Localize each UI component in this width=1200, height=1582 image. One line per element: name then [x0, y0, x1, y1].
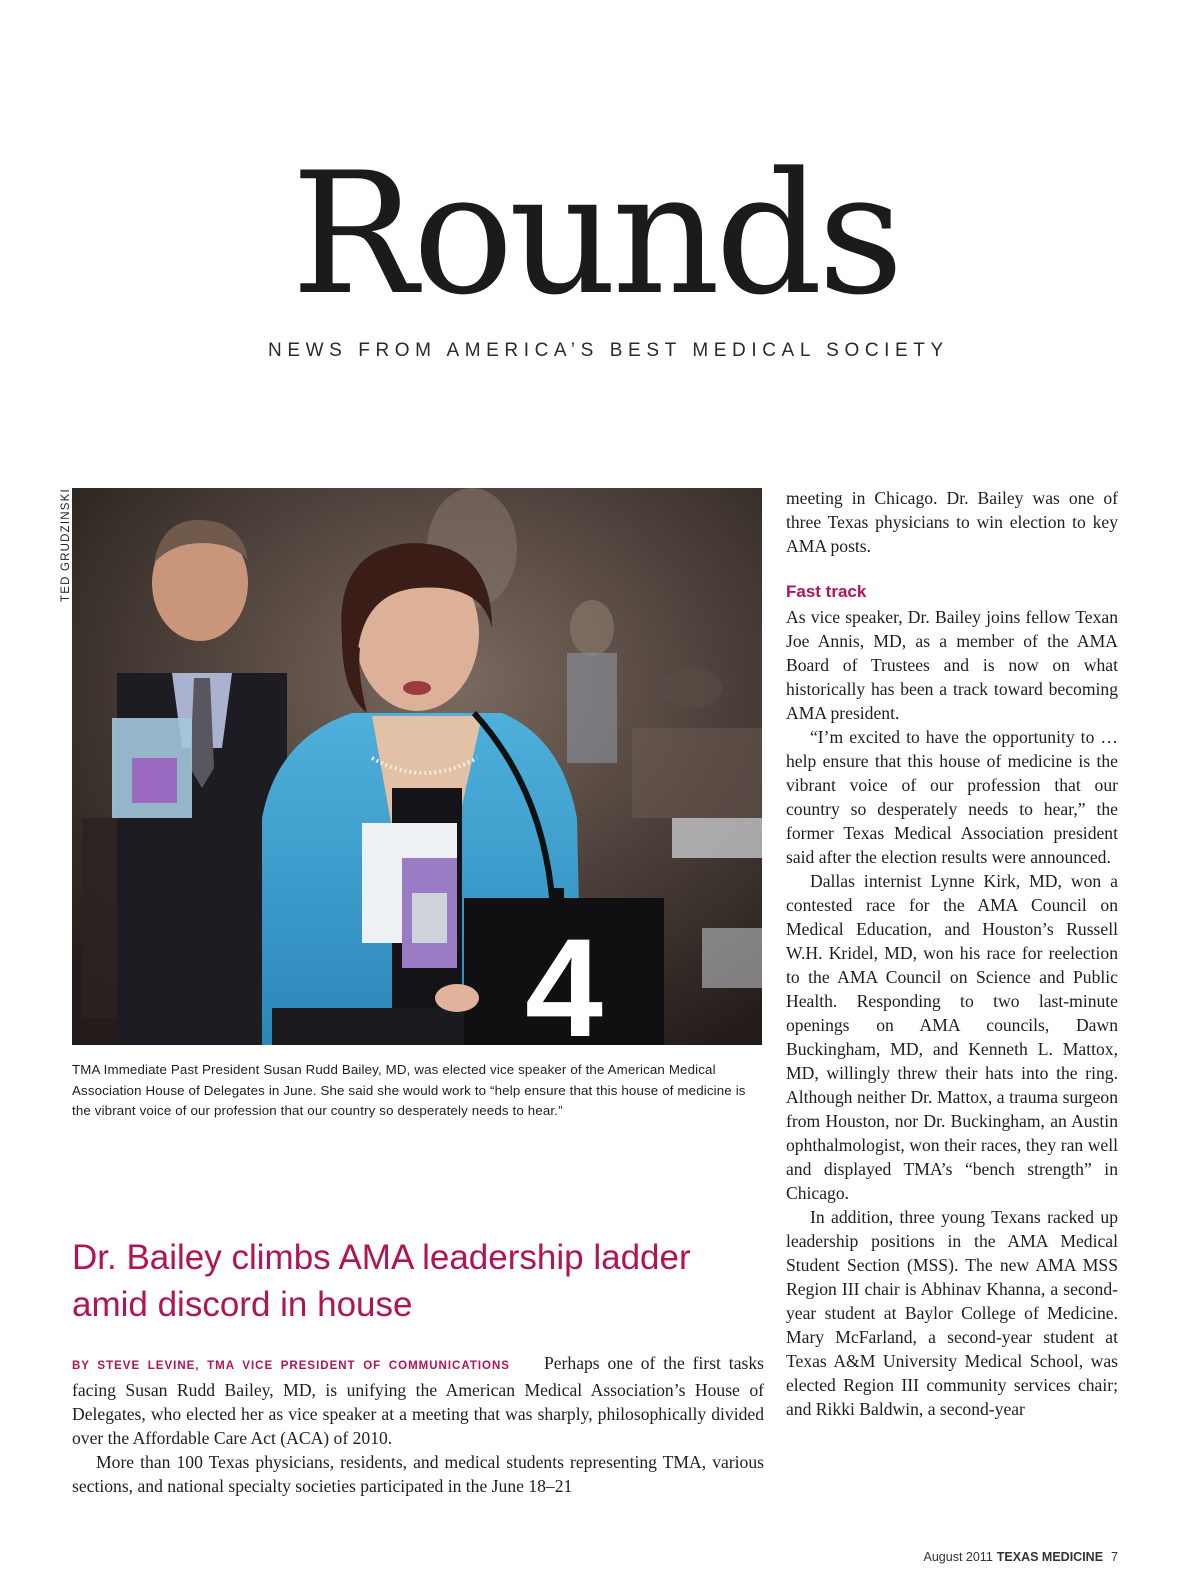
article-paragraph: meeting in Chicago. Dr. Bailey was one of three Texas physicians to win election to key AMA posts. — [786, 488, 1118, 556]
masthead-tagline: NEWS FROM AMERICA’S BEST MEDICAL SOCIETY — [268, 340, 949, 361]
podium-number: 4 — [525, 909, 603, 1045]
photo-credit: TED GRUDZINSKI — [60, 488, 72, 602]
photo-illustration — [72, 488, 762, 1045]
article-paragraph: In addition, three young Texans racked up leadership positions in the AMA Medical Student Section (MSS). The new AMA MSS Region III chair is Abhinav Khanna, a second-year student at Baylor College of Medicine. Mary McFarland, a second-year student at Texas A&M University Medical School, was elected Region III community services chair; and Rikki Baldwin, a second-year — [786, 1207, 1118, 1419]
page-footer — [924, 1550, 1119, 1564]
masthead-title: Rounds — [291, 136, 899, 332]
article-photo — [72, 488, 762, 1045]
article-paragraph: More than 100 Texas physicians, residents, and medical students representing TMA, various sections, and national specialty societies participated in the June 18–21 — [72, 1452, 764, 1496]
page-number: 7 — [1111, 1550, 1118, 1564]
article-paragraph: “I’m excited to have the opportunity to … help ensure that this house of medicine is the vibrant voice of our profession that our country so desperately needs to hear,” the former Texas Medical Association president said after the election results were announced. — [786, 727, 1118, 867]
issue-date: August 2011 — [923, 1550, 993, 1564]
article-headline: Dr. Bailey climbs AMA leadership ladder amid discord in house — [72, 1238, 691, 1324]
article-subhead: Fast track — [786, 582, 867, 601]
article-paragraph: As vice speaker, Dr. Bailey joins fellow Texan Joe Annis, MD, as a member of the AMA Board of Trustees and is now on what historically has been a track toward becoming AMA president. — [786, 607, 1118, 723]
article-body-right — [786, 486, 1118, 1421]
article-lead-text: Perhaps one of the first tasks facing Susan Rudd Bailey, MD, is unifying the American Medical Association’s House of Delegates, who elected her as vice speaker at a meeting that was sharply, philosophically divided over the Affordable Care Act (ACA) of 2010. — [72, 1353, 764, 1448]
article-byline: BY STEVE LEVINE, TMA VICE PRESIDENT OF COMMUNICATIONS — [72, 1360, 510, 1372]
article-paragraph — [72, 1351, 764, 1450]
publication-name: TEXAS MEDICINE — [996, 1550, 1104, 1564]
photo-caption: TMA Immediate Past President Susan Rudd Bailey, MD, was elected vice speaker of the American Medical Association House of Delegates in June. She said she would work to “help ensure that this house of medicine is the vibrant voice of our profession that our country so desperately needs to hear.” — [72, 1062, 746, 1118]
article-body-left — [72, 1351, 764, 1498]
article-paragraph: Dallas internist Lynne Kirk, MD, won a contested race for the AMA Council on Medical Education, and Houston’s Russell W.H. Kridel, MD, won his race for reelection to the AMA Council on Science and Public Health. Responding to two last-minute openings on AMA councils, Dawn Buckingham, MD, and Kenneth L. Mattox, MD, willingly threw their hats into the ring. Although neither Dr. Mattox, a trauma surgeon from Houston, nor Dr. Buckingham, an Austin ophthalmologist, won their races, they ran well and displayed TMA’s “bench strength” in Chicago. — [786, 871, 1118, 1203]
